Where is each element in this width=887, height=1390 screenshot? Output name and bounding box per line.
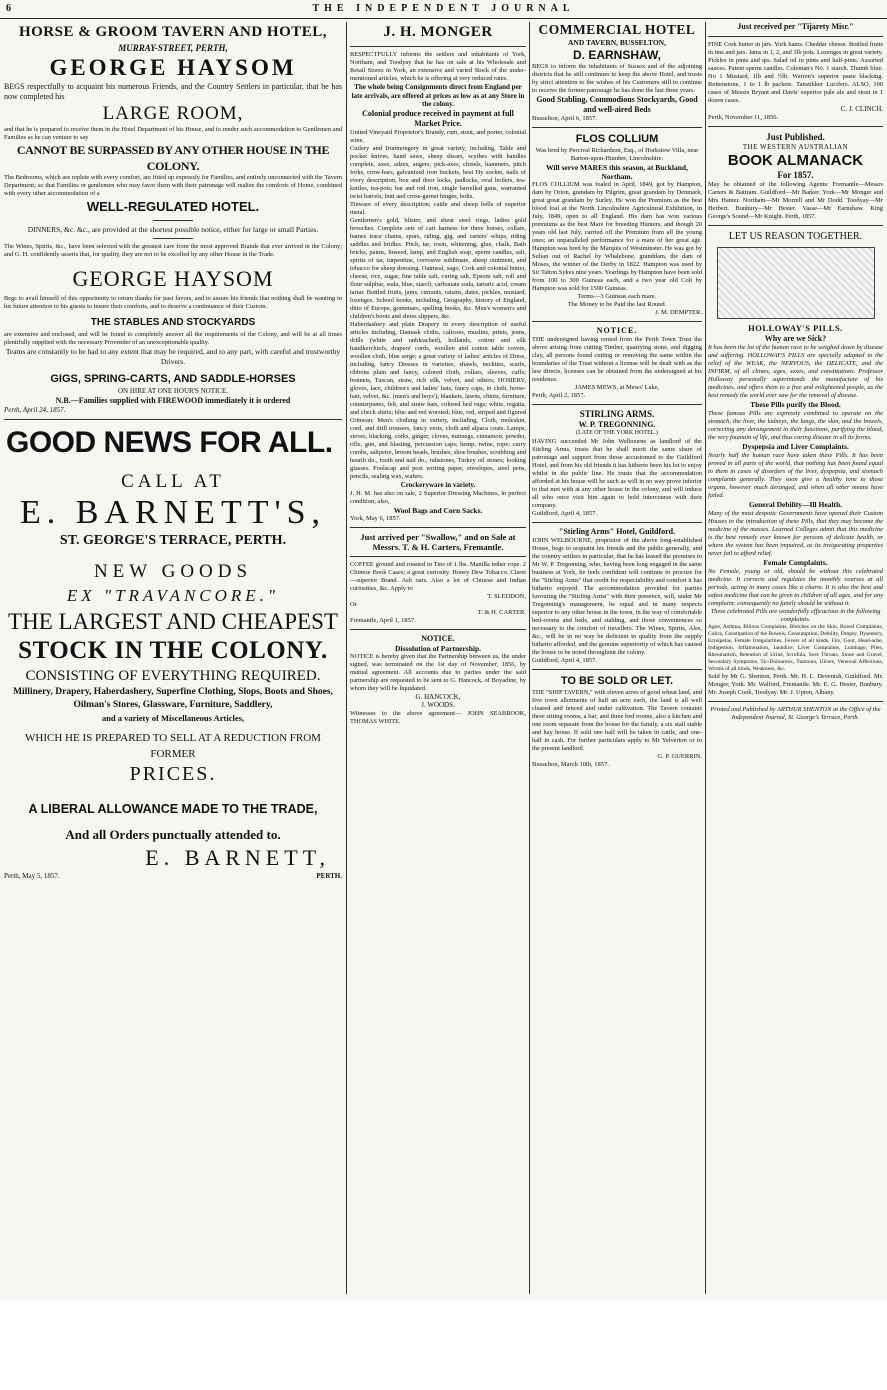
nb-firewood: N.B.—Families supplied with FIREWOOD immediately it is ordered [55,396,291,405]
monger-intro: RESPECTFULLY informs the settlers and inhabitants of York, Northam, and Toodyay that he has on sale at his Wholesale and Retail Stores in York, an extensive and varied Stock of the under-mentioned articles, which he is offering at very reduced rates. [350,51,526,82]
reason-together: LET US REASON TOGETHER. [728,231,863,242]
tregonning-name: W. P. TREGONNING. [578,420,656,429]
brandy-line: United Vineyard Proprietor's Brandy, rum, stout, and porter, colonial wine, [350,128,526,144]
or-line: Or [350,600,357,608]
commercial-hotel-title: COMMERCIAL HOTEL [538,22,696,37]
stirling-hotel-title: "Stirling Arms" Hotel, Guildford. [558,526,676,536]
consisting: CONSISTING OF EVERYTHING REQUIRED. [25,668,321,684]
purify-body: These famous Pills are expressly combined to operate on the stomach, the liver, the kidneys, the lungs, the skin, and the bowels, correcting any derangement in their functions, purifying the blood, the very fountain of life, and thus curing disease in all its forms. [708,410,883,441]
cutlery-text: Cutlery and Ironmongery in great variety, including, Table and pocket knives, hand saws, sheep shears, scythes with handles complete, axes, adzes, augers, pick-axes, chisels, hammers, pitch forks, crow-bars, galvanized iron buckets, best Hy socket, nails of every description, box and door locks, padlocks, oval boilers, tea-kettles, tea-pots; bar and rod iron, single barrelled guns, warranted twist barrels; butt and cross-garnet hinges, bolts. [350,144,526,200]
haberdashery-text: Haberdashery and plain Drapery in every description of useful articles including, Damask cloths, calicoes, muslins, prints, jeans, drills (white and unbleached), hollands, cotton and silk handkerchiefs, drapers' cords, woollen and cotton table covers, woollen cloth, blue serge; a great variety of ladies' articles of Dress, including, fancy Dresses in varieties, shawls, neckties, scarfs, ribbons plain and fancy, colored cloth, collars, sleeves, cuffs; bonnets, Tuscan, straw, rich silk, velvet, and others; HOSIERY, gloves, lace, children's and ladies' hats, fancy caps, in cloth, horse-hair, velvet, &c. (men's and boys'); blankets, lawns, chintz, furniture, counterpanes, felt, and straw hats, colored bed rugs; white, regatta, and check shirts; blue and red worsted; blue, red, striped and figured Crimean; Men's clothing in variety, including, Cloth, moleskin, cord, and drill trousers, fancy vests, cloth and alpaca coats. Lamps, sieves, blacking, corks, ginger, cloves, nutmegs, cinnamon; powder, rifle, gun, and blasting, percussion caps; hemp, twine, rope; curry combs, saltpetre, broom heads, brushes, shoe brushes, scrubbing and hearth do., tooth and nail do., rubstones, Turkey oil stones; looking glasses. Foolscap and post writing paper, envelopes, steel pens, pencils, sealing wax, wafers. [350,320,526,480]
barnett-name: E. BARNETT'S, [19,494,327,531]
avail-text: Begs to avail himself of this opportunity to return thanks for past favors, and to assure his friends that nothing shall be wanting in his future attention to his guests to insure their comforts, and to deserve a continuance of their Custom. [4,295,342,310]
prices: PRICES. [129,763,217,785]
sig-guerrin: G. P. GUERRIN. [657,752,702,760]
crockery: Crockeryware in variety. [400,480,476,489]
almanack-agents: May be obtained of the following Agents: Fremantle—Messrs Carters & Battram. Guildford—Mr Barker. York—Mr Monger and Mrs Hamer. Northam—Mr Morrell and Mr Dodd. Toodyay—Mr Herbert. Bunbury—Mr Hester. Vasse—Mr Earnshaw. King George's Sound—Mr Knight. Perth, 1857. [708,181,883,220]
engraving-illustration [717,247,875,319]
book-almanack: BOOK ALMANACK [727,152,864,169]
celebrated-line: These celebrated Pills are wonderfully efficacious in the following complaints. [710,608,881,623]
date-fremantle: Fremantle, April 1, 1857. [350,616,416,624]
on-hire: ON HIRE AT ONE HOUR'S NOTICE. [117,387,229,395]
consignments: The whole being Consignments direct from England per late arrivals, are offered at prices as low as at any Store in the colony. [351,83,525,108]
stirling-arms-title: STIRLING ARMS. [579,409,655,419]
just-published: Just Published. [766,132,825,142]
complaints-list: Ague, Asthma, Bilious Complaints, Blotches on the Skin, Bowel Complaints, Colics, Constipation of the Bowels, Consumption, Debility, Dropsy, Dysentery, Erysipelas, Female Irregularities, Fevers of all kinds, Fits, Gout, Head-ache, Indigestion, Inflammation, Jaundice, Liver Complaints, Lumbago, Piles, Rheumatism, Retention of Urine, Scrofula, Sore Throats, Stone and Gravel, Secondary Symptoms, Tic-Doloureux, Tumours, Ulcers, Venereal Affections, Worms of all kinds, Weakness, &c. [708,624,883,672]
welbourne-body: JOHN WELBOURNE, proprietor of the above long-established House, begs to acquaint his friends and the public generally, and the country settlers in particular, that he has leased the premises to Mr W. P. Tregonning, who, having been long engaged in the same business at York, he feels confident will continue to procure for the "Stirling Arms" that credit for respectability and comfort it has hitherto enjoyed. The accommodation provided for parties favouring the "Stirling Arms" with their presence, will, under Mr Tregonning's management, be equal and in many respects superior to any other house in the town, in the way of comfortable bed-rooms and beds, and stabling, and those conveniences so necessary to the comfort of travellers. The Wines, Spirits, Ales, &c., will be in no way be deficient in quality from the supply hitherto afforded, and the genuine superiority of which has caused the house to be noted throughout the colony. [532,536,702,656]
to-be-sold: TO BE SOLD OR LET. [560,674,674,687]
date-clinch: Perth, November 11, 1856. [708,114,779,121]
stirling-body: HAVING succeeded Mr John Welbourne as landlord of the Stirling Arms, trusts that he shall merit the same share of patronage and support from those accustomed to the Guildford Hotel, and from his old friends it has hitherto been his lot to enjoy whilst in the public line. He trusts that the accommodation afforded at his house will be such as will in no way prove inferior to that met with at any other house in the colony, and will induce all who once visit him again to hold intercourse with their company. [532,437,702,509]
holloway-title: HOLLOWAY'S PILLS. [748,323,843,333]
terms: Terms—3 Guineas each mare. [577,293,657,300]
sig-mews: JAMES MEWS, at Mews' Lake, [574,384,660,391]
column-2 [350,22,526,1294]
date-york: York, May 6, 1857. [350,514,401,522]
tinware-text: Tinware of every description; cattle and sheep bells of superior metal. [350,200,526,216]
owner-name: GEORGE HAYSOM [49,55,297,80]
stock-in-colony: STOCK IN THE COLONY. [18,637,328,664]
tavern-title: HORSE & GROOM TAVERN AND HOTEL, [18,24,328,40]
room-body: and that he is prepared to receive them in the Hotel Department of his House, and to render such accommodation to Gentlemen and Families as he can venture to say [4,126,342,141]
wool-bags: Wool Bags and Corn Sacks. [393,505,483,515]
flos-bred: Was bred by Percival Richardson, Esq., of Horkstow Villa, near Barton-upon-Humber, Lincolnshire. [535,147,699,162]
dyspepsia-title: Dyspepsia and Liver Complaints. [742,442,849,451]
footer-line [4,872,342,880]
orders-line: And all Orders punctually attended to. [65,827,281,842]
sig-dempter: J. M. DEMPTER. [655,309,702,316]
divider [708,225,883,226]
ship-tavern-body: THE "SHIP TAVERN," with eleven acres of good wheat land, and five town allotments of half an acre each, the land is all well cleared and fenced and under cultivation. The Tavern contains three sitting rooms, a bar, and three bed rooms, also a kitchen and one room separate from the house for the family, a six stall stable and hay house. If sold one half will be taken in cattle, and one-half in cash. For further particulars apply to Mr Yelverton or to the present landlord. [532,688,702,752]
divider [708,36,883,37]
ex-ship: EX "TRAVANCORE." [66,586,280,605]
gigs-title: GIGS, SPRING-CARTS, AND SADDLE-HORSES [50,373,296,385]
commercial-body: BEGS to inform the inhabitants of Sussex and of the adjoining districts that he still continues to keep the above Hotel, and trusts by strict attention to the wishes of his Customers still to continue to receive the former patronage he has done the last three years. [532,63,702,94]
divider [532,127,702,128]
goods-list: FINE Cork butter in jars. York hams. Cheddar cheese. Bottled fruits in tins and jars. Jams in 1, 2, and 3lb pots. Lozenges in great variety. Pickles in pints and qts. Salad oil in pints and half-pints. Assorted sauces. Patent sperm candles. Coleman's No. 1 starch. Thumb blue. No 1 Mustard, 1lb and ½lb. Warren's superior paste blacking. Rottenstone, 1 to 1 lb packets. Tanstikker Lucifers. ALSO, 100 cases of Messrs Bryant and Davis' superior pale ale and stout in 1 dozen cases. [708,41,883,104]
liberal-allowance: A LIBERAL ALLOWANCE MADE TO THE TRADE, [28,802,318,816]
call-at: CALL AT [121,471,225,492]
divider [708,126,883,127]
owner-name-2: GEORGE HAYSOM [72,266,274,291]
witnesses: Witnesses to the above agreement— JOHN SEABROOK, THOMAS WHITE. [350,709,526,725]
place-2: PERTH. [316,872,342,880]
purify-title: These Pills purify the Blood. [750,400,841,409]
apply-carter: T. & H. CARTER. [477,608,526,616]
divider [350,556,526,557]
cannot-be-surpassed: CANNOT BE SURPASSED BY ANY OTHER HOUSE IN THE COLONY. [16,143,330,173]
teams-text: Teams are constantly to be had to any extent that may be required, and to any part, with careful and trustworthy Drivers. [5,347,341,366]
apply-sleddon: T. SLEDDON, [487,592,526,600]
dinners-text: DINNERS, &c. &c., are provided at the shortest possible notice, either for large or small Parties. [27,225,319,234]
page-header [0,0,887,19]
monger-title: J. H. MONGER [383,24,493,40]
column-divider [529,22,530,1294]
date-busselton: Busselton, April 6, 1857. [532,115,598,122]
date-guildford: Guildford, April 4, 1857. [532,509,597,517]
sold-by: Sold by Mr G. Shenton, Perth. Mr. H. L. Devenish, Guildford. Mr. Monger, York. Mr. Walford, Fremantle. Mr. E. G. Hester, Bunbury. Mr. Joseph Cook, Toodyay. Mr. J. Upton, Albany. [708,673,883,696]
sig-clinch: C. J. CLINCH. [840,105,883,113]
date-busselton-2: Busselton, March 10th, 1857. [532,760,609,768]
dressing-machines: J. H. M. has also on sale, 2 Superior Dressing Machines, in perfect condition; also, [350,489,526,505]
why-sick: Why are we Sick? [764,334,827,343]
new-goods: NEW GOODS [93,561,253,582]
good-news-headline: GOOD NEWS FOR ALL. [6,426,333,459]
date-perth-3: Perth, April 2, 1857. [532,392,586,399]
divider [532,669,702,670]
flos-body: FLOS COLLIUM was foaled in April, 1849, got by Hampton, dam by Orion, grandam by Pilgrim, great grandam by Denmark, great great grandam by Surley. He won the Premium as the best blood foal at the North Lincolnshire Agricultural Exhibition, in July, 1849, open to all England. His dam has won various premiums as the best Mare for breeding Hunters, and though 20 years old last July, carried off the Premium from all the young ones; an unparalleled performance for a mare of her great age. Hampton was bred by the Marquis of Westminster. He was got by Sultan out of Rachel by Whalebone, granddam, the dam of Moses, the winner of the Derby in 1822. Hampton was used by Sir Tatton Sykes nine years. Yearlings by Hampton have been sold from 100 to 300 Guineas each, and a two year old Colt by Hampton was sold for 1500 Guineas. [532,181,702,292]
date-2: Perth, May 5, 1857. [4,872,60,880]
almanack-year: For 1857. [777,170,814,180]
why-body: It has been the lot of the human race to be weighed down by disease and suffering. HOLLOWAY'S PILLS are specially adapted to the relief of the WEAK, the NERVOUS, the DELICATE, and the INFIRM, of all climes, ages, sexes, and constitutions. Professor Holloway personally superintends the manufacture of his medicines, and offers them to a free and enlightened people, as the best remedy the world ever saw for the removal of disease. [708,344,883,399]
column-4 [708,22,883,1294]
bedrooms-text: The Bedrooms, which are replete with every comfort, are fitted up expressly for Families, and entirely unconnected with the Tavern Department; so that Families or gentlemen who may favor them with their patronage will realize the comforts of Home, combined with every other accommodation of a [4,174,342,197]
divider [532,321,702,322]
variety-line: and a variety of Miscellaneous Articles, [101,713,245,723]
commercial-hotel-subtitle: AND TAVERN, BUSSELTON, [568,38,666,47]
terrace-address: ST. GEORGE'S TERRACE, PERTH. [59,533,287,548]
which-he: WHICH HE IS PREPARED TO SELL AT A REDUCTION FROM FORMER [25,732,321,760]
just-received: Just received per "Tijarety Misr." [737,22,854,31]
debility-title: General Debility—Ill Health. [748,500,843,509]
wines-text: The Wines, Spirits, &c., have been selected with the greatest care from the most approved Brands that ever arrived in the Colony; and G. H. confidently asserts that, for quality, they are not to be excelled by any other House in the Trade. [4,243,342,258]
divider [350,629,526,630]
dissolution-body: NOTICE is hereby given that the Partnership between us, the under signed, was terminated on the 1st day of November, 1856, by mutual agreement. All accounts due to parties under the said partnership are requested to be sent to G. Hancock, of Boyadine, by whom they will be liquidated. [350,652,526,692]
barnett-signature: E. BARNETT, [145,845,330,870]
goods-list-1: Gentlemen's gold, blister, and shear steel rings, ladies gold brooches. Complete sets of cart harness for three horses, collars, hames trace chains, spurs, riding, gig, and carters' whips, riding saddles and bridles. Pitch, tar, rosin, whitening, glue, chalk, Bath bricks, paints, linseed, lamp, and English soap, sperm candles, salt, spirits of tar, turpentine, corrosive sublimate, sheep ointment, and tobacco for sheep dressing. Oatmeal, sago, Cork and colonial butter, cheese, rice, sugar, fine table salt, curing salt, Epsom salt, roll and flour sulphur, soda, blue, starch, carbonate soda, tartaric acid, cream tartar. Bottled fruits, jams, currants, raisins, dates, pickles, mustard, lozenges. School books, including, Geography, history of England, ditto of Europe, grammars, spelling books, &c. Men's women's and children's boots and shoes slippers, &c. [350,216,526,320]
will-serve-mares: Will serve MARES this season, at Buckland, Northam. [546,163,688,181]
intro-text: BEGS respectfully to acquaint his numerous Friends, and the Country Settlers in particular, that he has now completed his [4,82,342,101]
sig-woods: J. WOODS. [421,701,455,709]
dissolution-title: Dissolution of Partnership. [394,643,482,653]
female-body: No Female, young or old, should be without this celebrated medicine. It corrects and regulates the monthly courses at all periods, acting in many cases like a charm. It is also the best and safest medicine that can be given to children of all ages, and for any complaint; consequently no family should be without it. [708,568,883,607]
earnshaw-name: D. EARNSHAW, [572,48,661,62]
divider [4,419,342,420]
female-title: Female Complaints. [763,558,828,567]
page-number: 6 [6,3,11,14]
colonial-produce: Colonial produce received in payment at full Market Price. [362,108,514,128]
divider [153,220,193,221]
sig-hancock: G. HANCOCK, [415,692,461,701]
notice-body-3: THE undersigned having rented from the Perth Town Trust the above arising from cutting Timber, quarrying stone, and digging clay, all persons found cutting or removing the same within the boundaries of the Trust without a license will be dealt with as the law directs, licenses can be obtained from the undersigned at his residence. [532,336,702,383]
millinery-list: Millinery, Drapery, Haberdashery, Superfine Clothing, Slops, Boots and Shoes, Oilman's Stores, Glassware, Furniture, Saddlery, [13,687,333,710]
notice-title-3: NOTICE. [596,326,638,335]
notice-title: NOTICE. [421,633,455,643]
flos-collium-title: FLOS COLLIUM [575,133,659,145]
money-line: The Money to be Paid the last Round. [567,301,667,308]
coffee-list: COFFEE ground and roasted in Tins of 1 lbs. Manilla tether rope. 2 Chinese Book Cases; a great curiosity. Honey Dew Tobacco. Claret—superior Brand. Ash oars. Also a lot of Chinese and Indian curiosities, &c. Apply to [350,560,526,592]
late-of-york: (LATE OF THE YORK HOTEL.) [576,430,658,436]
well-regulated-hotel: WELL-REGULATED HOTEL. [86,199,260,214]
divider [708,701,883,702]
stables-title: THE STABLES AND STOCKYARDS [90,317,256,328]
masthead-title: THE INDEPENDENT JOURNAL [312,3,575,14]
divider [350,527,526,528]
date-guildford-2: Guildford, April 4, 1857. [532,656,597,664]
column-divider [346,22,347,1294]
column-3 [532,22,702,1294]
divider [532,404,702,405]
just-arrived: Just arrived per "Swallow," and on Sale at Messrs. T. & H. Carters, Fremantle. [360,531,516,552]
dyspepsia-body: Nearly half the human race have taken these Pills. It has been proved in all parts of the world, that nothing has been found equal to them in cases of disorders of the liver, dyspepsia, and stomach complaints generally. They soon give a healthy tone to those organs, however much deranged, and when all other means have failed. [708,452,883,499]
date-1: Perth, April 24, 1857. [4,406,66,414]
large-room: LARGE ROOM, [102,103,244,124]
divider [153,238,193,239]
tavern-address: MURRAY-STREET, PERTH, [118,43,228,53]
stables-body: are extensive and enclosed, and will be found to completely answer all the requirements of the Colony, and will be at all times plentifully supplied with the necessary Provender of an unexceptionable quality. [4,331,342,346]
western-australian: THE WESTERN AUSTRALIAN [742,143,849,151]
printed-by: Printed and Published by ARTHUR SHENTON at the Office of the Independent Journal, St. George's Terrace, Perth. [710,706,881,721]
divider [532,522,702,523]
good-stabling: Good Stabling, Commodious Stockyards, Good and well-aired Beds [536,95,698,114]
largest-cheapest: THE LARGEST AND CHEAPEST [8,609,338,634]
debility-body: Many of the most despotic Governments have opened their Custom Houses to the introduction of these Pills, that they may become the medicine of the masses. Learned Colleges admit that this medicine is the best remedy ever known for persons of delicate health, or where the system has been impaired, as its invigorating properties never fail to afford relief. [708,510,883,557]
column-1 [4,22,342,1294]
divider [350,46,526,47]
column-divider [705,22,706,1294]
